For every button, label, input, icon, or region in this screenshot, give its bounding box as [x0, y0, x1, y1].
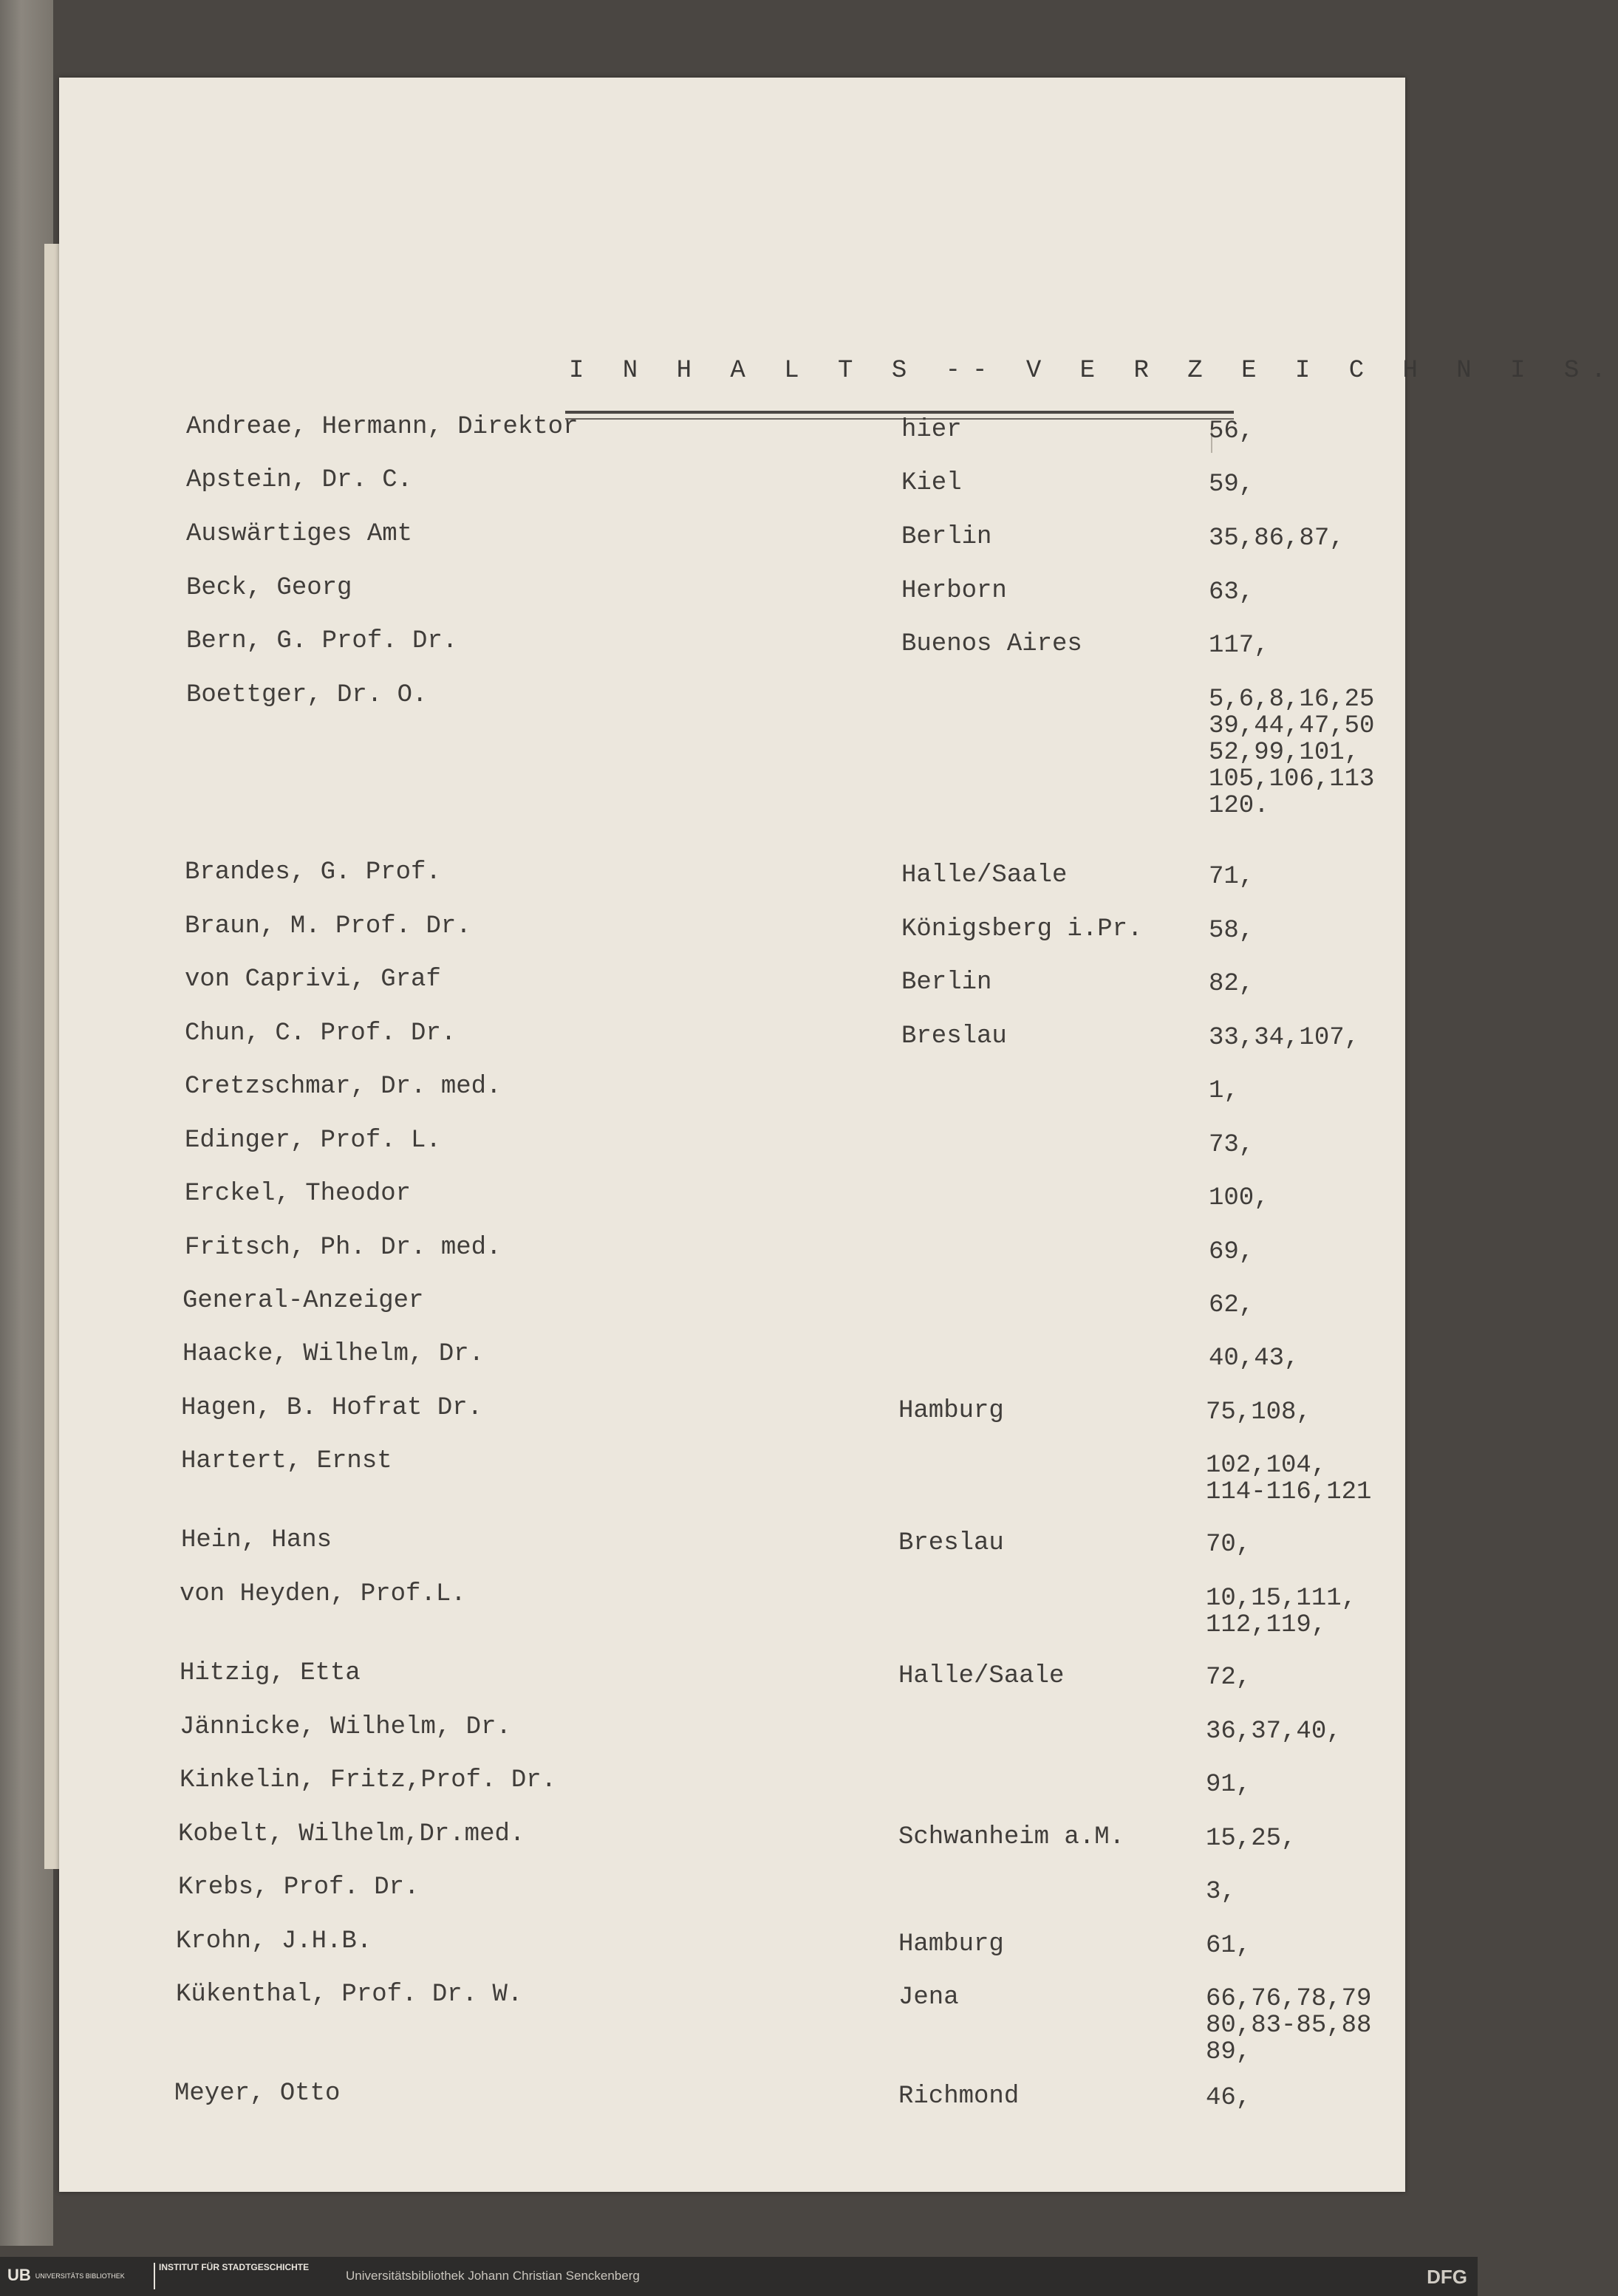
entry-place: Halle/Saale	[898, 1662, 1065, 1690]
entry-pages: 62,	[1209, 1291, 1255, 1319]
entry-name: Apstein, Dr. C.	[186, 466, 413, 494]
page-edge	[44, 244, 61, 1869]
entry-pages: 75,108,	[1206, 1398, 1311, 1427]
entry-place: Breslau	[898, 1529, 1004, 1557]
footer-bar	[0, 2257, 1478, 2296]
entry-pages: 120.	[1209, 792, 1269, 820]
entry-pages: 114-116,121	[1206, 1478, 1372, 1506]
entry-name: Brandes, G. Prof.	[185, 858, 441, 886]
entry-place: Berlin	[901, 968, 992, 997]
title-underline	[565, 411, 1234, 414]
footer-divider	[154, 2263, 155, 2289]
entry-pages: 89,	[1206, 2038, 1252, 2066]
entry-pages: 5,6,8,16,25	[1209, 686, 1375, 714]
entry-pages: 117,	[1209, 632, 1269, 660]
entry-pages: 35,86,87,	[1209, 525, 1345, 553]
entry-pages: 82,	[1209, 970, 1255, 998]
entry-pages: 73,	[1209, 1131, 1255, 1159]
entry-name: Fritsch, Ph. Dr. med.	[185, 1234, 502, 1262]
entry-place: Berlin	[901, 523, 992, 551]
entry-name: Kükenthal, Prof. Dr. W.	[176, 1981, 523, 2009]
entry-pages: 52,99,101,	[1209, 739, 1360, 767]
entry-pages: 61,	[1206, 1932, 1252, 1960]
entry-name: Andreae, Hermann, Direktor	[186, 413, 578, 441]
entry-name: Bern, G. Prof. Dr.	[186, 627, 458, 655]
entry-place: Königsberg i.Pr.	[901, 915, 1143, 943]
entry-pages: 105,106,113	[1209, 765, 1375, 793]
entry-pages: 36,37,40,	[1206, 1718, 1342, 1746]
entry-pages: 46,	[1206, 2084, 1252, 2112]
entry-name: Hagen, B. Hofrat Dr.	[181, 1394, 483, 1422]
entry-name: Hitzig, Etta	[180, 1659, 361, 1687]
entry-name: Haacke, Wilhelm, Dr.	[182, 1340, 485, 1368]
entry-place: hier	[901, 416, 962, 444]
entry-name: Auswärtiges Amt	[186, 520, 413, 548]
entry-name: Meyer, Otto	[174, 2080, 341, 2108]
entry-pages: 100,	[1209, 1184, 1269, 1212]
entry-name: Krohn, J.H.B.	[176, 1927, 372, 1955]
entry-name: Chun, C. Prof. Dr.	[185, 1019, 457, 1048]
entry-pages: 69,	[1209, 1238, 1255, 1266]
title-underline-thin	[565, 418, 1234, 420]
entry-place: Herborn	[901, 577, 1007, 605]
entry-pages: 39,44,47,50	[1209, 712, 1375, 740]
entry-name: Erckel, Theodor	[185, 1180, 412, 1208]
page-title: I N H A L T S -- V E R Z E I C H N I S.	[569, 357, 1618, 385]
entry-place: Breslau	[901, 1022, 1007, 1050]
entry-pages: 33,34,107,	[1209, 1024, 1360, 1052]
entry-pages: 15,25,	[1206, 1825, 1297, 1853]
entry-pages: 59,	[1209, 471, 1255, 499]
entry-name: Hartert, Ernst	[181, 1447, 392, 1475]
entry-place: Kiel	[901, 469, 962, 497]
entry-place: Halle/Saale	[901, 861, 1068, 889]
entry-place: Jena	[898, 1984, 959, 2012]
entry-place: Hamburg	[898, 1397, 1004, 1425]
entry-pages: 112,119,	[1206, 1611, 1327, 1639]
entry-pages: 1,	[1209, 1077, 1239, 1105]
entry-name: Hein, Hans	[181, 1526, 332, 1554]
entry-name: Beck, Georg	[186, 574, 352, 602]
entry-pages: 40,43,	[1209, 1345, 1300, 1373]
entry-name: Kinkelin, Fritz,Prof. Dr.	[180, 1766, 557, 1794]
entry-name: Krebs, Prof. Dr.	[178, 1873, 420, 1902]
entry-pages: 102,104,	[1206, 1452, 1327, 1480]
library-name: Universitätsbibliothek Johann Christian Senckenberg	[346, 2269, 640, 2283]
entry-name: Jännicke, Wilhelm, Dr.	[180, 1713, 511, 1741]
entry-pages: 58,	[1209, 917, 1255, 945]
institut-logo: INSTITUT FÜR STADTGESCHICHTE	[159, 2262, 310, 2272]
entry-name: Kobelt, Wilhelm,Dr.med.	[178, 1820, 525, 1848]
entry-name: General-Anzeiger	[182, 1287, 424, 1315]
entry-pages: 71,	[1209, 863, 1255, 891]
ub-logo: UB UNIVERSITÄTS BIBLIOTHEK	[7, 2266, 125, 2284]
entry-name: Braun, M. Prof. Dr.	[185, 912, 471, 940]
entry-pages: 56,	[1209, 417, 1255, 445]
entry-name: Edinger, Prof. L.	[185, 1127, 441, 1155]
entry-pages: 72,	[1206, 1664, 1252, 1692]
entry-pages: 66,76,78,79	[1206, 1985, 1372, 2013]
entry-pages: 80,83-85,88	[1206, 2012, 1372, 2040]
entry-place: Schwanheim a.M.	[898, 1823, 1125, 1851]
document-page	[59, 78, 1618, 2192]
entry-name: Boettger, Dr. O.	[186, 681, 428, 709]
entry-place: Richmond	[898, 2083, 1020, 2111]
entry-pages: 91,	[1206, 1771, 1252, 1799]
entry-name: Cretzschmar, Dr. med.	[185, 1073, 502, 1101]
entry-name: von Caprivi, Graf	[185, 966, 441, 994]
entry-pages: 10,15,111,	[1206, 1585, 1357, 1613]
entry-place: Hamburg	[898, 1930, 1004, 1958]
dfg-logo: DFG	[1427, 2266, 1467, 2288]
entry-pages: 63,	[1209, 578, 1255, 607]
entry-name: von Heyden, Prof.L.	[180, 1580, 466, 1608]
entry-place: Buenos Aires	[901, 630, 1082, 658]
entry-pages: 3,	[1206, 1878, 1236, 1906]
entry-pages: 70,	[1206, 1531, 1252, 1559]
